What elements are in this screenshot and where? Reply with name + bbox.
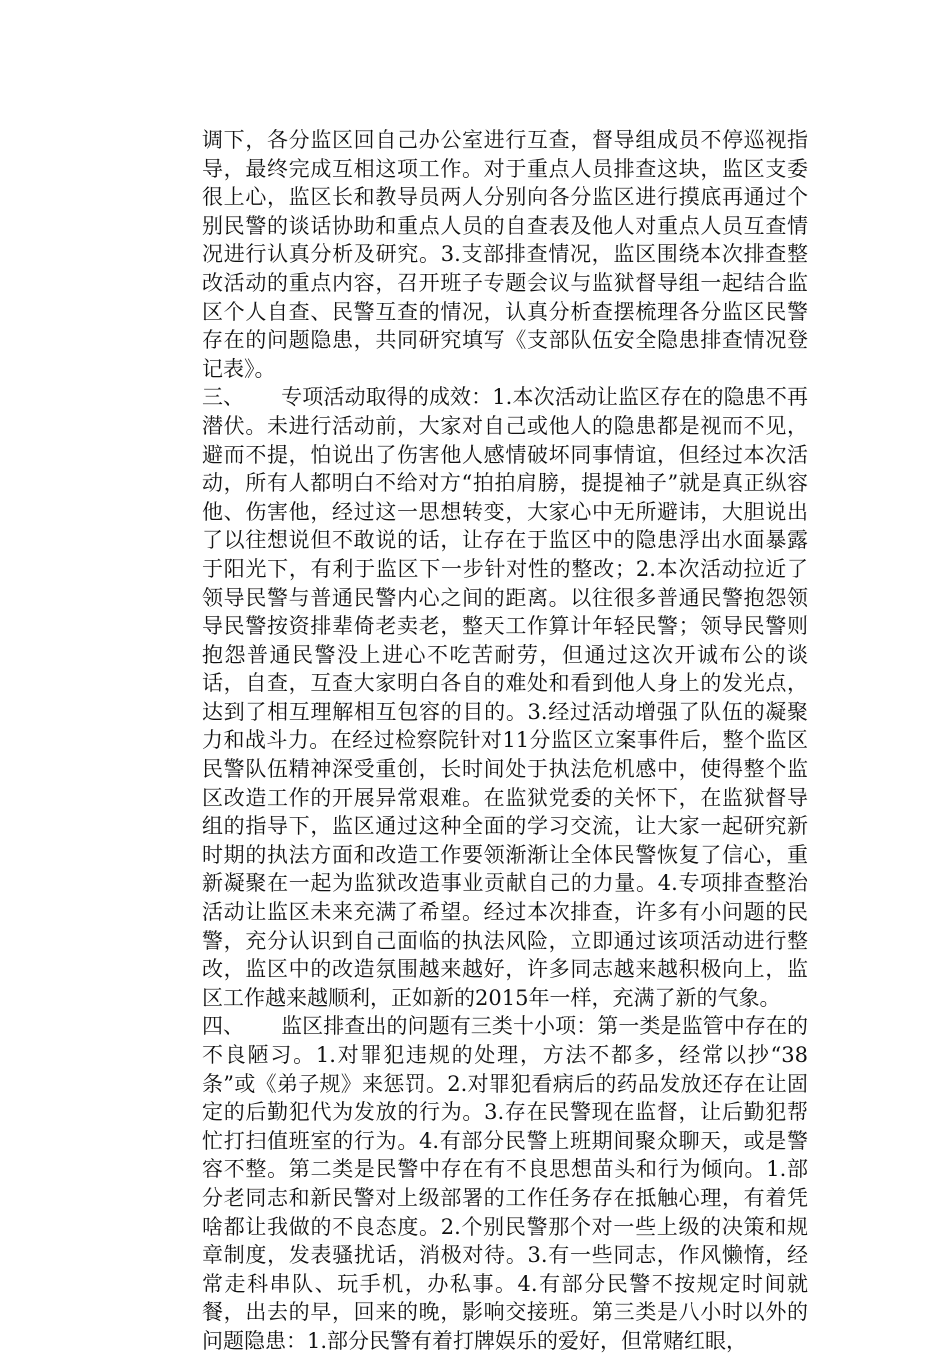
section-number: 四、 [202,1014,244,1039]
paragraph-continuation [202,126,808,383]
paragraph-text: 专项活动取得的成效：1.本次活动让监区存在的隐患不再潜伏。未进行活动前，大家对自己或他人的隐患都是视而不见，避而不提，怕说出了伤害他人感情破坏同事情谊，但经过本次活动，所有人都明白不给对方“拍拍肩膀，提提袖子”就是真正纵容他、伤害他，经过这一思想转变，大家心中无所避讳，大胆说出了以往想说但不敢说的话，让存在于监区中的隐患浮出水面暴露于阳光下，有利于监区下一步针对性的整改；2.本次活动拉近了领导民警与普通民警内心之间的距离。以往很多普通民警抱怨领导民警按资排辈倚老卖老，整天工作算计年轻民警；领导民警则抱怨普通民警没上进心不吃苦耐劳，但通过这次开诚布公的谈话，自查，互查大家明白各自的难处和看到他人身上的发光点， 达到了相互理解相互包容的目的。3.经过活动增强了队伍的凝聚力和战斗力。在经过检察院针对11分监区立案事件后，整个监区民警队伍精神深受重创，长时间处于执法危机感中，使得整个监区改造工作的开展异常艰难。在监狱党委的关怀下，在监狱督导组的指导下，监区通过这种全面的学习交流，让大家一起研究新时期的执法方面和改造工作要领渐渐让全体民警恢复了信心，重新凝聚在一起为监狱改造事业贡献自己的力量。4.专项排查整治活动让监区未来充满了希望。经过本次排查，许多有小问题的民警，充分认识到自己面临的执法风险，立即通过该项活动进行整改，监区中的改造氛围越来越好，许多同志越来越积极向上，监区工作越来越顺利，正如新的2015年一样，充满了新的气象。 [202,385,808,1010]
paragraph-section-three [202,383,808,1012]
paragraph-text: 调下，各分监区回自己办公室进行互查，督导组成员不停巡视指导，最终完成互相这项工作。对于重点人员排查这块，监区支委很上心，监区长和教导员两人分别向各分监区进行摸底再通过个别民警的谈话协助和重点人员的自查表及他人对重点人员互查情况进行认真分析及研究。3.支部排查情况，监区围绕本次排查整改活动的重点内容，召开班子专题会议与监狱督导组一起结合监区个人自查、民警互查的情况，认真分析查摆梳理各分监区民警存在的问题隐患，共同研究填写《支部队伍安全隐患排查情况登记表》。 [202,128,808,381]
paragraph-text: 监区排查出的问题有三类十小项：第一类是监管中存在的不良陋习。1.对罪犯违规的处理，方法不都多，经常以抄“38条”或《弟子规》来惩罚。2.对罪犯看病后的药品发放还存在让固定的后勤犯代为发放的行为。3.存在民警现在监督，让后勤犯帮忙打扫值班室的行为。4.有部分民警上班期间聚众聊天，或是警容不整。第二类是民警中存在有不良思想苗头和行为倾向。1.部分老同志和新民警对上级部署的工作任务存在抵触心理，有着凭啥都让我做的不良态度。2.个别民警那个对一些上级的决策和规章制度，发表骚扰话，消极对待。3.有一些同志，作风懒惰，经常走科串队、玩手机，办私事。4.有部分民警不按规定时间就餐，出去的早，回来的晚，影响交接班。第三类是八小时以外的问题隐患：1.部分民警有着打牌娱乐的爱好，但常赌红眼， [202,1014,808,1353]
paragraph-section-four [202,1012,808,1355]
section-number: 三、 [202,385,244,410]
body-text [202,126,808,1356]
